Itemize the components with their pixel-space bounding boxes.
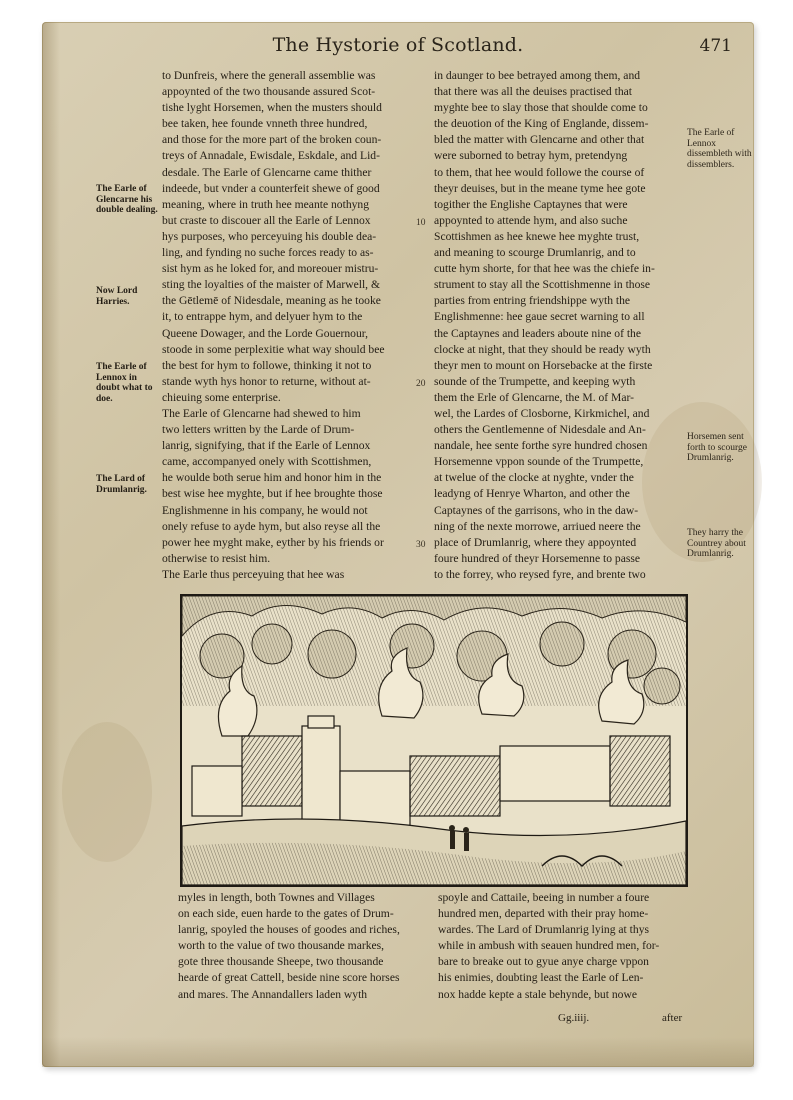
text-line: the deuotion of the King of Englande, dissem- (434, 117, 649, 131)
sidenote-horsemen-sent: Horsemen sent forth to scourge Drumlanrig. (687, 432, 747, 463)
text-line: it, to entrappe hym, and delyuer hym to the (162, 310, 363, 324)
text-line: gote three thousande Sheepe, two thousande (178, 955, 384, 969)
text-line: lanrig, spoyled the houses of goodes and riches, (178, 923, 400, 937)
running-title: The Hystorie of Scotland. (272, 34, 524, 56)
text-line: leadyng of Henrye Wharton, and other the (434, 487, 630, 501)
text-line: ning of the nexte morrowe, arriued neere the (434, 519, 641, 533)
text-line: parties from entring friendshippe wyth the (434, 294, 631, 308)
book-page (42, 22, 754, 1067)
text-line: power hee myght make, eyther by his friends or (162, 535, 384, 549)
text-line: myles in length, both Townes and Villages (178, 891, 375, 904)
text-line: bee taken, hee founde vnneth three hundred, (162, 117, 368, 131)
text-line: hundred men, departed with their pray home- (438, 907, 649, 921)
text-line: nandale, hee sente forthe syre hundred chosen (434, 439, 648, 453)
text-line: myghte bee to slay those that shoulde come to (434, 101, 648, 115)
text-line: the Gētlemē of Nidesdale, meaning as he tooke (162, 294, 381, 308)
text-line: Queene Dowager, and the Lorde Gouernour, (162, 326, 369, 340)
text-line: strument to stay all the Scottishmenne in those (434, 278, 651, 292)
burning-town-woodcut (182, 596, 686, 885)
text-line: to them, that hee would followe the course of (434, 165, 645, 179)
text-line: indeede, but vnder a counterfeit shewe of good (162, 181, 380, 195)
line-number: 30 (416, 540, 426, 550)
text-line: The Earle thus perceyuing that hee was (162, 567, 345, 581)
text-line: Scottishmen as hee knewe hee myghte trust, (434, 229, 640, 243)
text-line: sist hym as he loked for, and moreouer mistru- (162, 262, 379, 276)
text-line: foure hundred of theyr Horsemenne to passe (434, 551, 641, 565)
text-line: sounde of the Trumpette, and keeping wyth (434, 374, 636, 388)
text-line: to the forrey, who reysed fyre, and brente two (434, 567, 646, 581)
page-number: 471 (699, 36, 732, 56)
text-column-left-bottom (178, 890, 428, 1003)
text-line: bled the matter with Glencarne and other that (434, 133, 645, 147)
catchword: after (662, 1012, 683, 1024)
signature-mark: Gg.iiij. (558, 1012, 590, 1024)
line-number: 20 (416, 379, 426, 389)
text-line: hearde of great Cattell, beside nine score horses (178, 971, 400, 985)
text-line: place of Drumlanrig, where they appoynted (434, 535, 637, 549)
text-line: wardes. The Lard of Drumlanrig lying at thys (438, 923, 649, 937)
text-line: sting the loyalties of the maister of Marwell, & (162, 278, 380, 292)
sidenote-lard-drumlanrig: The Lard of Drumlanrig. (96, 474, 147, 495)
text-line: clocke at night, that they should be ready wyth (434, 342, 651, 356)
text-column-right-bottom (438, 890, 688, 1003)
text-line: lanrig, signifying, that if the Earle of Lennox (162, 439, 371, 453)
text-line: in daunger to bee betrayed among them, and (434, 69, 641, 82)
text-line: worth to the value of two thousande markes, (178, 939, 385, 953)
text-line: at twelue of the clocke at nyghte, vnder the (434, 471, 634, 485)
sidenote-lennox-dissembleth: The Earle of Lennox dissembleth with dissemblers. (687, 128, 752, 170)
text-line: he woulde both serue him and honor him in the (162, 471, 382, 485)
text-line: hys purposes, who perceyuing his double dea- (162, 229, 377, 243)
text-column-right (434, 68, 686, 583)
text-line: others the Gentlemenne of Nidesdale and An- (434, 423, 646, 437)
text-line: were suborned to betray hym, pretendyng (434, 149, 628, 163)
page-stain (62, 722, 152, 862)
line-number: 10 (416, 218, 426, 228)
text-line: onely refuse to ayde hym, but also reyse all the (162, 519, 381, 533)
text-line: otherwise to resist him. (162, 551, 271, 565)
text-line: the Captaynes and leaders aboute nine of the (434, 326, 642, 340)
text-line: Captaynes of the garrisons, who in the daw- (434, 503, 639, 517)
text-line: appoynted of the two thousande assured Scot- (162, 85, 376, 99)
text-line: Horsemenne vppon sounde of the Trumpette, (434, 455, 644, 469)
text-line: while in ambush with seauen hundred men, for- (438, 939, 660, 953)
text-line: on each side, euen harde to the gates of Drum- (178, 907, 394, 921)
text-line: appoynted to attende hym, and also suche (434, 213, 628, 227)
sidenote-glencarne: The Earle of Glencarne his double dealing. (96, 184, 158, 215)
text-line: spoyle and Cattaile, beeing in number a foure (438, 891, 650, 904)
text-line: that there was all the deuises practised that (434, 85, 632, 99)
woodcut-illustration (180, 594, 688, 887)
text-line: his enimies, doubting least the Earle of Len- (438, 971, 644, 985)
text-line: Englishmenne: hee gaue secret warning to all (434, 310, 645, 324)
text-line: theyr men to mount on Horsebacke at the firste (434, 358, 653, 372)
text-line: wel, the Lardes of Closborne, Kirkmichel, and (434, 406, 650, 420)
text-line: desdale. The Earle of Glencarne came thither (162, 165, 372, 179)
text-line: chieuing some enterprise. (162, 390, 281, 404)
text-line: cutte hym shorte, for that hee was the chiefe in- (434, 262, 655, 276)
text-line: meaning, where in truth hee meante nothyng (162, 197, 370, 211)
text-line: ling, and fynding no suche forces ready to as- (162, 246, 374, 260)
text-line: to Dunfreis, where the generall assemblie was (162, 69, 376, 82)
text-line: two letters written by the Larde of Drum- (162, 423, 355, 437)
text-line: tishe lyght Horsemen, when the musters should (162, 101, 382, 115)
running-head (42, 34, 754, 56)
text-line: and meaning to scourge Drumlanrig, and to (434, 246, 636, 260)
text-line: Englishmenne in his company, he would not (162, 503, 368, 517)
sidenote-harry-countrey: They harry the Countrey about Drumlanrig. (687, 528, 746, 559)
text-line: nox hadde kepte a stale behynde, but nowe (438, 987, 637, 1001)
text-line: the best for hym to followe, thinking it not to (162, 358, 372, 372)
text-line: and those for the more part of the broken coun- (162, 133, 382, 147)
text-line: togither the Englishe Captaynes that were (434, 197, 628, 211)
text-line: treys of Annadale, Ewisdale, Eskdale, and Lid- (162, 149, 380, 163)
text-line: stoode in some perplexitie what way should bee (162, 342, 385, 356)
text-line: bare to breake out to gyue anye charge vppon (438, 955, 649, 969)
sidenote-lennox-doubt: The Earle of Lennox in doubt what to doe. (96, 362, 153, 404)
text-column-left (162, 68, 416, 583)
sidenote-lord-harries: Now Lord Harries. (96, 286, 138, 307)
text-line: best wise hee myghte, but if hee broughte those (162, 487, 383, 501)
text-line: The Earle of Glencarne had shewed to him (162, 406, 361, 420)
text-line: and mares. The Annandallers laden wyth (178, 987, 368, 1001)
text-line: came, accompanyed onely with Scottishmen, (162, 455, 372, 469)
text-line: stande wyth hys honor to returne, without at- (162, 374, 371, 388)
text-line: but craste to discouer all the Earle of Lennox (162, 213, 371, 227)
text-line: theyr deuises, but in the meane tyme hee gote (434, 181, 646, 195)
text-line: them the Erle of Glencarne, the M. of Mar- (434, 390, 635, 404)
